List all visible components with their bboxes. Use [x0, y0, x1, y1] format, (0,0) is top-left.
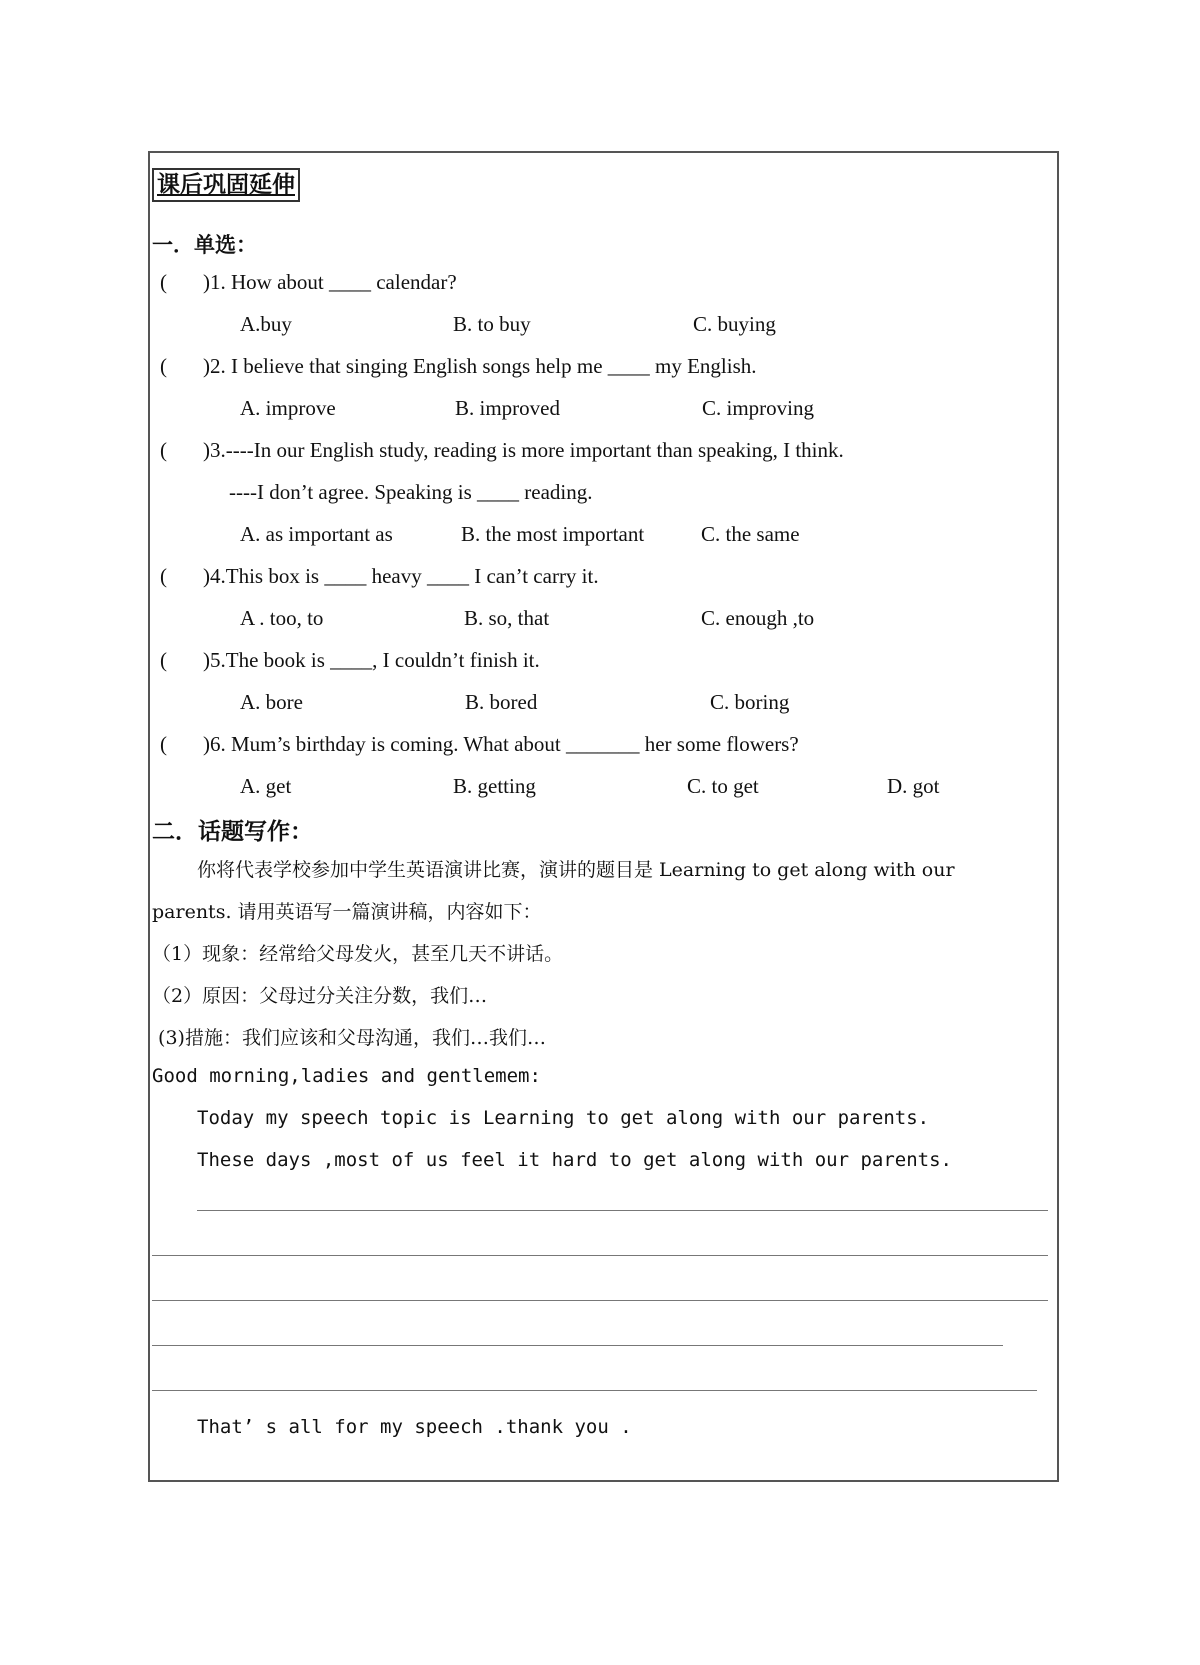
q1-option-c: C. buying: [693, 312, 776, 336]
section-title-box: [152, 168, 300, 202]
writing-line[interactable]: [152, 1345, 1003, 1346]
q3-stem: )3.----In our English study, reading is more important than speaking, I think.: [203, 438, 844, 462]
part2-intro-line1: 你将代表学校参加中学生英语演讲比赛，演讲的题目是 Learning to get along with our: [197, 859, 955, 881]
q3-paren: (: [160, 438, 167, 462]
part2-heading: 二．话题写作：: [152, 819, 313, 845]
q2-option-a: A. improve: [240, 396, 336, 420]
q2-option-b: B. improved: [455, 396, 560, 420]
q5-paren: (: [160, 648, 167, 672]
q6-stem: )6. Mum’s birthday is coming. What about _______ her some flowers?: [203, 732, 799, 756]
writing-line[interactable]: [152, 1300, 1048, 1301]
q5-option-b: B. bored: [465, 690, 538, 714]
q3-option-a: A. as important as: [240, 522, 393, 546]
speech-closing: That’ s all for my speech .thank you .: [197, 1416, 632, 1438]
q4-option-c: C. enough ,to: [701, 606, 815, 630]
q2-option-c: C. improving: [702, 396, 815, 420]
section-title: 课后巩固延伸: [157, 172, 295, 198]
q6-option-b: B. getting: [453, 774, 536, 798]
q5-stem: )5.The book is ____, I couldn’t finish it.: [203, 648, 540, 672]
writing-line[interactable]: [197, 1210, 1048, 1211]
part2-intro-line2: parents. 请用英语写一篇演讲稿，内容如下：: [152, 901, 542, 923]
writing-line[interactable]: [152, 1390, 1037, 1391]
speech-line-2: These days ,most of us feel it hard to get along with our parents.: [197, 1149, 952, 1171]
q6-option-d: D. got: [887, 774, 940, 798]
speech-greeting: Good morning,ladies and gentlemem:: [152, 1065, 541, 1087]
q4-option-b: B. so, that: [464, 606, 550, 630]
q4-stem: )4.This box is ____ heavy ____ I can’t carry it.: [203, 564, 599, 588]
q2-paren: (: [160, 354, 167, 378]
part1-heading: 一．单选：: [152, 233, 257, 257]
q3-option-c: C. the same: [701, 522, 800, 546]
q1-option-a: A.buy: [240, 312, 292, 336]
q6-option-a: A. get: [240, 774, 292, 798]
q5-option-a: A. bore: [240, 690, 303, 714]
q1-option-b: B. to buy: [453, 312, 531, 336]
q6-option-c: C. to get: [687, 774, 759, 798]
q1-stem: )1. How about ____ calendar?: [203, 270, 457, 294]
q3-stem-reply: ----I don’t agree. Speaking is ____ reading.: [229, 480, 593, 504]
q3-option-b: B. the most important: [461, 522, 645, 546]
q5-option-c: C. boring: [710, 690, 790, 714]
q4-option-a: A . too, to: [240, 606, 324, 630]
q4-paren: (: [160, 564, 167, 588]
q6-paren: (: [160, 732, 167, 756]
part2-point-3: (3)措施：我们应该和父母沟通，我们…我们…: [152, 1027, 546, 1049]
part2-point-1: （1）现象：经常给父母发火，甚至几天不讲话。: [152, 943, 564, 965]
writing-line[interactable]: [152, 1255, 1048, 1256]
q1-paren: (: [160, 270, 167, 294]
part2-point-2: （2）原因：父母过分关注分数，我们…: [152, 985, 488, 1007]
speech-line-1: Today my speech topic is Learning to get along with our parents.: [197, 1107, 930, 1129]
q2-stem: )2. I believe that singing English songs help me ____ my English.: [203, 354, 757, 378]
